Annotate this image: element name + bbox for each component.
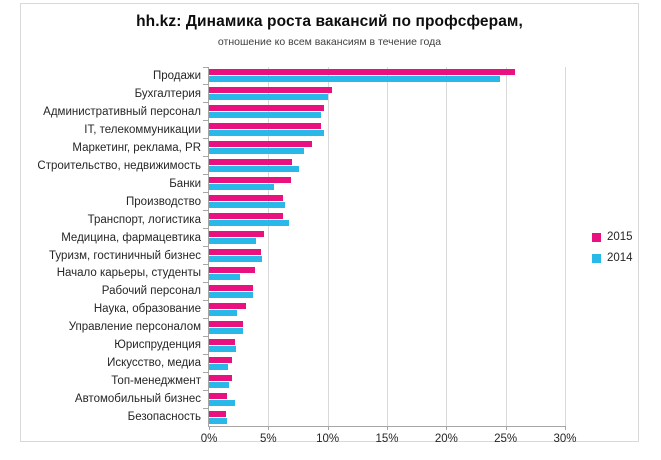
bar-2015 bbox=[209, 195, 283, 201]
bar-2014 bbox=[209, 364, 228, 370]
plot-area bbox=[37, 67, 577, 445]
bar-2015 bbox=[209, 411, 226, 417]
bar-2015 bbox=[209, 177, 291, 183]
category-row bbox=[68, 318, 565, 336]
category-row bbox=[152, 67, 565, 85]
bar-2014 bbox=[209, 220, 289, 226]
x-axis-label: 25% bbox=[494, 433, 518, 445]
category-label: Медицина, фармацевтика bbox=[61, 231, 201, 244]
bar-2015 bbox=[209, 267, 255, 273]
category-label: Бухгалтерия bbox=[134, 87, 201, 100]
category-row bbox=[49, 247, 565, 265]
bar-2014 bbox=[209, 94, 328, 100]
category-label: Маркетинг, реклама, PR bbox=[72, 141, 201, 154]
category-row bbox=[93, 300, 565, 318]
category-row bbox=[61, 229, 565, 247]
bar-2015 bbox=[209, 231, 264, 237]
bar-2015 bbox=[209, 321, 243, 327]
category-label: Транспорт, логистика bbox=[87, 213, 201, 226]
x-axis-tick bbox=[268, 426, 269, 430]
x-axis-tick bbox=[387, 426, 388, 430]
bar-2015 bbox=[209, 393, 227, 399]
legend-item-2014 bbox=[592, 252, 633, 264]
category-row bbox=[84, 121, 565, 139]
bar-2015 bbox=[209, 357, 232, 363]
category-row bbox=[114, 336, 565, 354]
category-row bbox=[107, 354, 565, 372]
bar-2015 bbox=[209, 213, 283, 219]
category-row bbox=[56, 264, 565, 282]
bar-2015 bbox=[209, 123, 321, 129]
gridline bbox=[565, 67, 566, 426]
category-row bbox=[87, 211, 565, 229]
legend-label: 2014 bbox=[607, 252, 633, 264]
bar-2015 bbox=[209, 159, 292, 165]
x-axis-label: 20% bbox=[434, 433, 458, 445]
x-axis-tick bbox=[328, 426, 329, 430]
legend bbox=[592, 231, 633, 264]
bar-2014 bbox=[209, 148, 304, 154]
bar-2015 bbox=[209, 339, 235, 345]
category-label: Юриспруденция bbox=[114, 339, 201, 352]
chart-title: hh.kz: Динамика роста вакансий по профсферам, bbox=[136, 13, 523, 30]
category-row bbox=[126, 193, 565, 211]
category-row bbox=[74, 390, 565, 408]
category-row bbox=[127, 408, 565, 426]
bar-2014 bbox=[209, 382, 229, 388]
category-label: Топ-менеджмент bbox=[111, 375, 201, 388]
bar-2014 bbox=[209, 130, 324, 136]
category-label: Искусство, медиа bbox=[107, 357, 201, 370]
bar-2014 bbox=[209, 184, 274, 190]
category-label: Автомобильный бизнес bbox=[74, 393, 201, 406]
category-label: Продажи bbox=[152, 69, 201, 82]
category-label: Производство bbox=[126, 195, 201, 208]
plot-rows bbox=[37, 67, 565, 426]
legend-swatch-2015 bbox=[592, 233, 601, 242]
bar-2014 bbox=[209, 256, 262, 262]
bar-2015 bbox=[209, 303, 246, 309]
bar-2014 bbox=[209, 166, 299, 172]
category-label: Рабочий персонал bbox=[101, 285, 201, 298]
bar-2015 bbox=[209, 87, 332, 93]
chart-subtitle: отношение ко всем вакансиям в течение года bbox=[217, 36, 442, 48]
bar-2014 bbox=[209, 202, 285, 208]
x-axis-label: 10% bbox=[316, 433, 340, 445]
bar-2015 bbox=[209, 141, 312, 147]
legend-swatch-2014 bbox=[592, 254, 601, 263]
legend-label: 2015 bbox=[607, 231, 633, 243]
bar-2015 bbox=[209, 249, 261, 255]
bar-2015 bbox=[209, 285, 253, 291]
x-axis-label: 30% bbox=[553, 433, 577, 445]
bar-2014 bbox=[209, 310, 237, 316]
category-label: Туризм, гостиничный бизнес bbox=[49, 249, 201, 262]
bar-2014 bbox=[209, 76, 500, 82]
category-label: Управление персоналом bbox=[68, 321, 201, 334]
bar-2015 bbox=[209, 375, 232, 381]
category-row bbox=[169, 175, 565, 193]
x-axis-tick bbox=[446, 426, 447, 430]
x-axis-label: 5% bbox=[260, 433, 277, 445]
bar-2014 bbox=[209, 274, 240, 280]
x-axis-tick bbox=[506, 426, 507, 430]
bar-2014 bbox=[209, 292, 253, 298]
category-row bbox=[43, 103, 565, 121]
category-row bbox=[37, 157, 565, 175]
category-label: Наука, образование bbox=[93, 303, 201, 316]
category-row bbox=[134, 85, 565, 103]
category-row bbox=[111, 372, 565, 390]
legend-item-2015 bbox=[592, 231, 633, 243]
category-label: IT, телекоммуникации bbox=[84, 123, 201, 136]
category-label: Начало карьеры, студенты bbox=[56, 267, 201, 280]
chart-frame bbox=[20, 3, 639, 445]
x-axis-label: 15% bbox=[375, 433, 399, 445]
bar-2014 bbox=[209, 238, 256, 244]
bar-2015 bbox=[209, 105, 324, 111]
bar-2014 bbox=[209, 418, 227, 424]
bar-2015 bbox=[209, 69, 515, 75]
category-label: Безопасность bbox=[127, 411, 201, 424]
bar-2014 bbox=[209, 400, 235, 406]
x-axis-tick bbox=[565, 426, 566, 430]
category-label: Административный персонал bbox=[43, 105, 201, 118]
x-axis-label: 0% bbox=[200, 433, 218, 445]
x-axis-tick bbox=[209, 426, 210, 430]
bar-2014 bbox=[209, 112, 321, 118]
category-label: Строительство, недвижимость bbox=[37, 159, 201, 172]
bar-2014 bbox=[209, 328, 243, 334]
category-label: Банки bbox=[169, 177, 201, 190]
category-row bbox=[101, 282, 565, 300]
bar-2014 bbox=[209, 346, 236, 352]
category-row bbox=[72, 139, 565, 157]
